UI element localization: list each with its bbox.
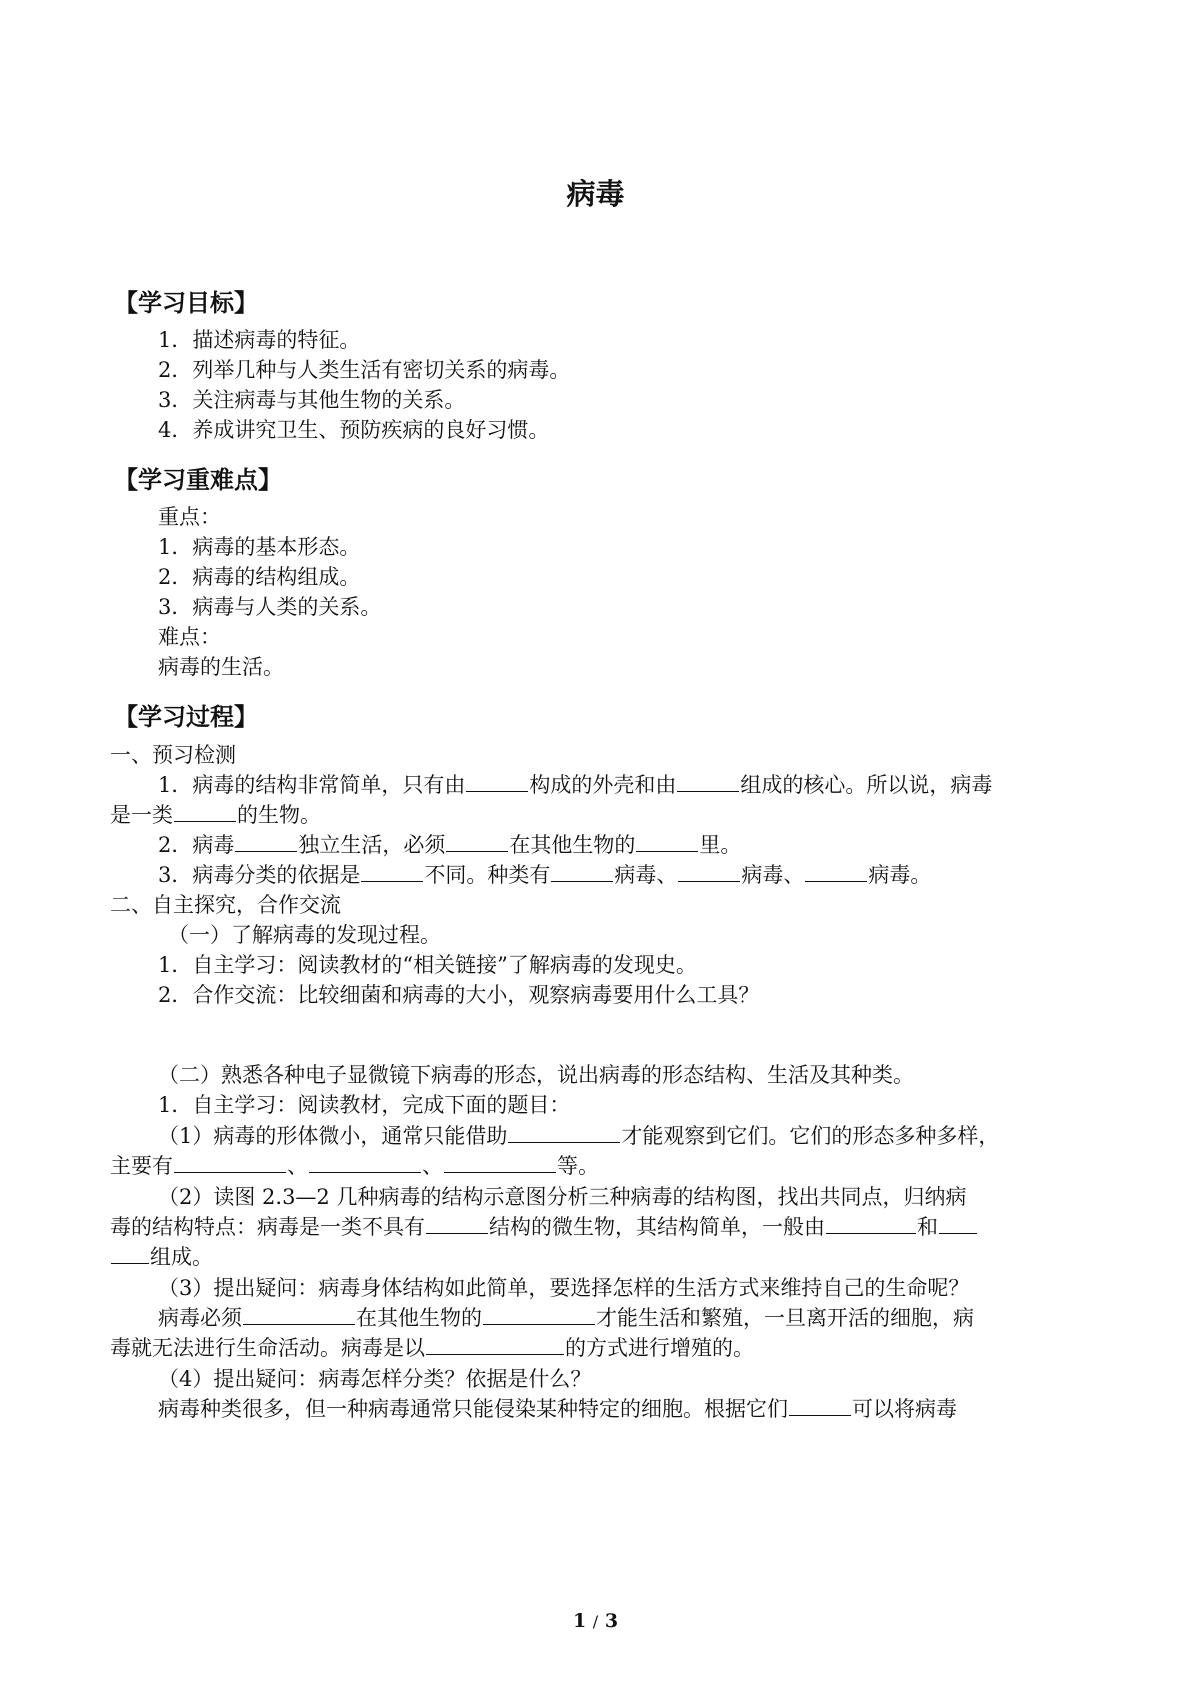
paragraph-3-line2: 病毒必须 在其他生物的 才能生活和繁殖，一旦离开活的细胞，病 <box>158 1306 974 1330</box>
fill-blank[interactable] <box>678 861 740 882</box>
objective-item: 3．关注病毒与其他生物的关系。 <box>158 388 466 412</box>
fill-blank[interactable] <box>235 831 297 852</box>
fill-blank[interactable] <box>444 1152 556 1173</box>
objective-item: 4．养成讲究卫生、预防疾病的良好习惯。 <box>158 418 550 442</box>
fill-blank[interactable] <box>361 861 423 882</box>
part2-title: 二、自主探究，合作交流 <box>110 893 341 917</box>
total-pages: 3 <box>604 1610 619 1632</box>
paragraph-2-line2: 毒的结构特点：病毒是一类不具有 结构的微生物，其结构简单，一般由 和 <box>110 1212 978 1242</box>
difficult-item: 病毒的生活。 <box>158 655 284 679</box>
fill-blank[interactable] <box>174 801 236 822</box>
question-3: 3．病毒分类的依据是 不同。种类有 病毒、 病毒、 病毒。 <box>158 863 932 887</box>
sub2-item: 1．自主学习：阅读教材，完成下面的题目： <box>158 1093 571 1117</box>
key-label: 重点： <box>158 505 221 529</box>
fill-blank[interactable] <box>677 771 739 792</box>
paragraph-4-line2: 病毒种类很多，但一种病毒通常只能侵染某种特定的细胞。根据它们 可以将病毒 <box>158 1397 957 1421</box>
question-1-line1: 1．病毒的结构非常简单，只有由 构成的外壳和由 组成的核心。所以说，病毒 <box>158 773 993 797</box>
difficult-label: 难点： <box>158 625 221 649</box>
paragraph-2-line3: 组成。 <box>110 1242 213 1272</box>
objective-item: 1．描述病毒的特征。 <box>158 328 361 352</box>
fill-blank[interactable] <box>939 1213 977 1234</box>
fill-blank[interactable] <box>508 1122 620 1143</box>
fill-blank[interactable] <box>636 831 698 852</box>
page-separator: / <box>592 1612 599 1631</box>
fill-blank[interactable] <box>426 1334 564 1355</box>
key-item: 3．病毒与人类的关系。 <box>158 595 382 619</box>
fill-blank[interactable] <box>826 1213 916 1234</box>
objective-item: 2．列举几种与人类生活有密切关系的病毒。 <box>158 358 571 382</box>
paragraph-3-line1: （3）提出疑问：病毒身体结构如此简单，要选择怎样的生活方式来维持自己的生命呢？ <box>158 1276 970 1300</box>
fill-blank[interactable] <box>466 771 528 792</box>
fill-blank[interactable] <box>174 1152 286 1173</box>
key-item: 1．病毒的基本形态。 <box>158 535 361 559</box>
fill-blank[interactable] <box>243 1304 355 1325</box>
current-page: 1 <box>572 1610 587 1632</box>
paragraph-4-line1: （4）提出疑问：病毒怎样分类？依据是什么？ <box>158 1367 592 1391</box>
objectives-heading: 【学习目标】 <box>114 289 258 317</box>
sub1-item: 1．自主学习：阅读教材的“相关链接”了解病毒的发现史。 <box>158 953 697 977</box>
question-1-line2: 是一类 的生物。 <box>110 803 321 827</box>
paragraph-1-line1: （1）病毒的形体微小，通常只能借助 才能观察到它们。它们的形态多种多样， <box>158 1124 1000 1148</box>
fill-blank[interactable] <box>426 1213 488 1234</box>
fill-blank[interactable] <box>111 1243 149 1264</box>
paragraph-1-line2: 主要有 、 、 等。 <box>110 1154 599 1178</box>
fill-blank[interactable] <box>309 1152 421 1173</box>
sub1-item: 2．合作交流：比较细菌和病毒的大小，观察病毒要用什么工具？ <box>158 983 760 1007</box>
page-title: 病毒 <box>566 177 625 211</box>
fill-blank[interactable] <box>789 1395 851 1416</box>
key-item: 2．病毒的结构组成。 <box>158 565 361 589</box>
sub1-title: （一）了解病毒的发现过程。 <box>168 923 441 947</box>
question-2: 2．病毒 独立生活，必须 在其他生物的 里。 <box>158 833 742 857</box>
keypoints-heading: 【学习重难点】 <box>114 466 282 494</box>
paragraph-3-line3: 毒就无法进行生命活动。病毒是以 的方式进行增殖的。 <box>110 1336 754 1360</box>
sub2-title: （二）熟悉各种电子显微镜下病毒的形态，说出病毒的形态结构、生活及其种类。 <box>158 1063 914 1087</box>
page-number <box>0 1610 1191 1632</box>
part1-title: 一、预习检测 <box>110 743 236 767</box>
fill-blank[interactable] <box>805 861 867 882</box>
fill-blank[interactable] <box>551 861 613 882</box>
fill-blank[interactable] <box>446 831 508 852</box>
process-heading: 【学习过程】 <box>114 703 258 731</box>
fill-blank[interactable] <box>483 1304 595 1325</box>
paragraph-2-line1: （2）读图 2.3—2 几种病毒的结构示意图分析三种病毒的结构图，找出共同点，归纳病 <box>158 1185 967 1209</box>
